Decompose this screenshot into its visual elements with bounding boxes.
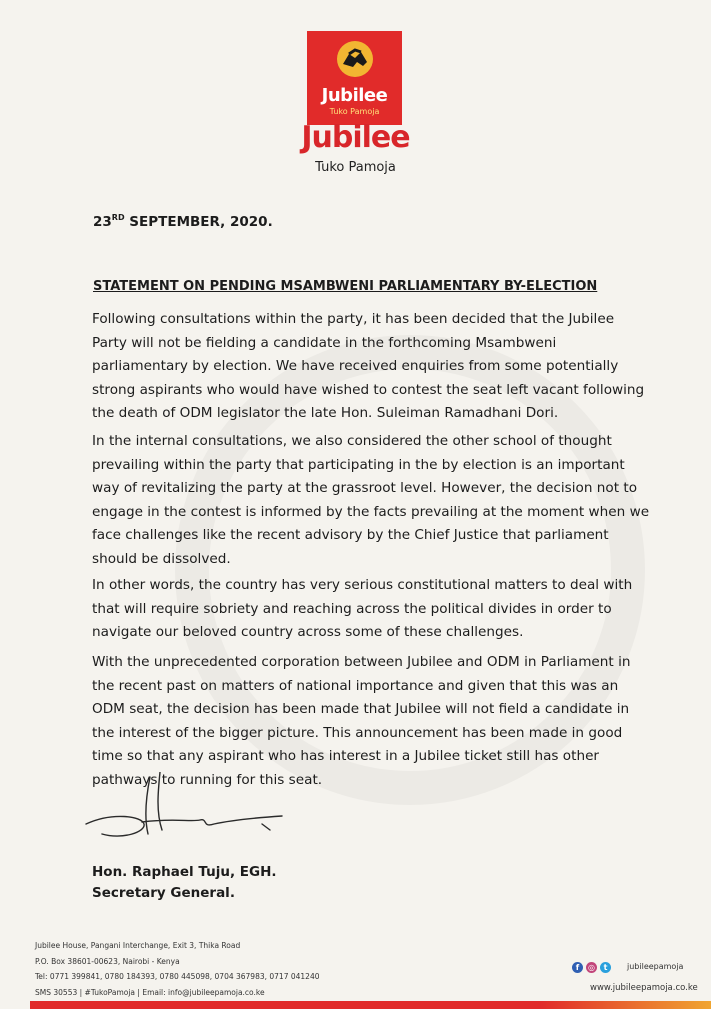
date-suffix: RD [111,213,125,222]
handshake-emblem-icon [336,40,374,78]
footer-color-bar [30,1001,711,1009]
jubilee-logo [307,31,402,125]
address-line-2: P.O. Box 38601-00623, Nairobi - Kenya [35,956,180,966]
signatory-name: Hon. Raphael Tuju, EGH. [92,864,277,880]
signatory-title: Secretary General. [92,885,235,901]
statement-title: STATEMENT ON PENDING MSAMBWENI PARLIAMENTARY BY-ELECTION [93,279,598,294]
social-icons [572,962,611,973]
twitter-icon: t [600,962,611,973]
paragraph-2: In the internal consultations, we also considered the other school of thought prevailing within the party that participating in the by election is an important way of revitalizing the party at the grassroot level. However, the decision not to engage in the contest is informed by the facts prevailing at the moment when we face challenges like the recent advisory by the Chief Justice that parliament should be dissolved. [92,433,650,567]
paragraph-4: With the unprecedented corporation between Jubilee and ODM in Parliament in the recent past on matters of national importance and given that this was an ODM seat, the decision has been made that Jubilee will not field a candidate in the interest of the bigger picture. This announcement has been made in good time so that any aspirant who has interest in a Jubilee ticket still has other pathways to running for this seat. [92,654,631,788]
paragraph-1: Following consultations within the party, it has been decided that the Jubilee Party will not be fielding a candidate in the forthcoming Msambweni parliamentary by election. We have received enquiries from some potentially strong aspirants who would have wished to contest the seat left vacant following the death of ODM legislator the late Hon. Suleiman Ramadhani Dori. [92,311,645,421]
logo-slogan: Tuko Pamoja [329,107,380,116]
address-line-1: Jubilee House, Pangani Interchange, Exit 3, Thika Road [35,941,241,950]
letter-date [93,213,273,230]
logo-wordmark: Jubilee [321,85,388,106]
date-rest: SEPTEMBER, 2020. [124,214,273,230]
facebook-icon: f [572,962,583,973]
website-link: www.jubileepamoja.co.ke [590,983,698,993]
instagram-icon: ◎ [586,962,597,973]
date-day: 23 [93,214,112,230]
paragraph-3: In other words, the country has very serious constitutional matters to deal with that will require sobriety and reaching across the political divides in order to navigate our beloved country across some of these challenges. [92,577,633,640]
social-handle: jubileepamoja [627,962,684,971]
address-line-4: SMS 30553 | #TukoPamoja | Email: info@jubileepamoja.co.ke [35,987,265,997]
brand-slogan: Tuko Pamoja [315,160,396,175]
brand-name: Jubilee [301,120,410,155]
signatory-block [92,862,277,904]
footer-address [35,938,320,1000]
address-line-3: Tel: 0771 399841, 0780 184393, 0780 445098, 0704 367983, 0717 041240 [35,972,320,981]
signature-icon [82,772,302,842]
